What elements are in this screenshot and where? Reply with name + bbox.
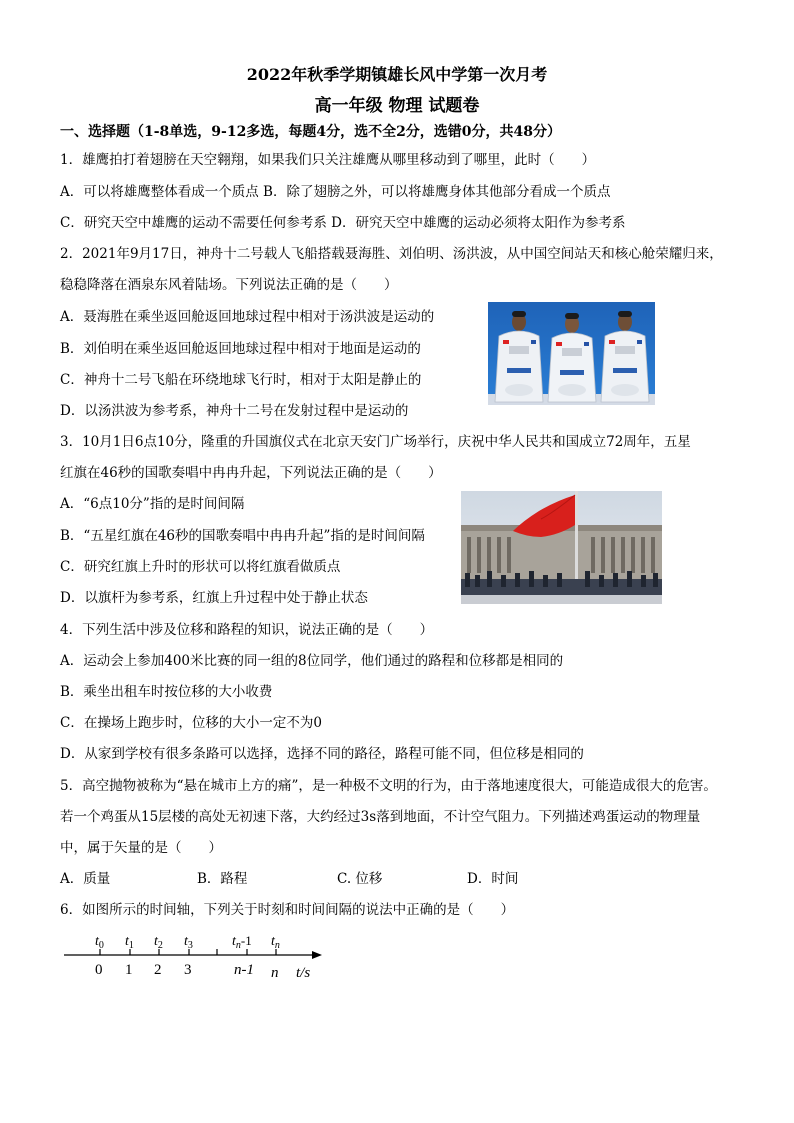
- q2-option-d: D．以汤洪波为参考系，神舟十二号在发射过程中是运动的: [60, 403, 409, 419]
- q4-option-b: B．乘坐出租车时按位移的大小收费: [60, 684, 273, 700]
- astronauts-photo: [488, 302, 655, 405]
- q2-stem-line1: 2．2021年9月17日，神舟十二号载人飞船搭载聂海胜、刘伯明、汤洪波，从中国空间站天和核心舱荣耀归来，: [60, 246, 723, 262]
- q2-option-a: A．聂海胜在乘坐返回舱返回地球过程中相对于汤洪波是运动的: [60, 309, 435, 325]
- label-tn: $t_n$: [271, 934, 280, 951]
- q5-option-d: D．时间: [467, 871, 519, 887]
- axis-arrow-icon: [312, 951, 322, 959]
- page-title: 2022年秋季学期镇雄长风中学第一次月考: [246, 65, 548, 84]
- q3-stem-line2: 红旗在46秒的国歌奏唱中冉冉升起，下列说法正确的是（ ）: [60, 465, 442, 481]
- num-1: 1: [125, 962, 133, 978]
- q2-stem-line2: 稳稳降落在酒泉东风着陆场。下列说法正确的是（ ）: [60, 277, 398, 293]
- label-tn-minus-1: $t_n-1$: [232, 933, 252, 951]
- q4-option-a: A．运动会上参加400米比赛的同一组的8位同学，他们通过的路程和位移都是相同的: [60, 653, 564, 669]
- q2-option-c: C．神舟十二号飞船在环绕地球飞行时，相对于太阳是静止的: [60, 372, 422, 388]
- num-0: 0: [95, 962, 103, 978]
- q1-stem: 1．雄鹰拍打着翅膀在天空翱翔，如果我们只关注雄鹰从哪里移动到了哪里，此时（ ）: [60, 152, 596, 168]
- q5-stem-line3: 中，属于矢量的是（ ）: [60, 840, 222, 856]
- axis-unit-label: t/s: [296, 965, 311, 981]
- label-t1: $t_1$: [125, 934, 134, 951]
- q5-stem-line2: 若一个鸡蛋从15层楼的高处无初速下落，大约经过3s落到地面，不计空气阻力。下列描述鸡蛋运动的物理量: [60, 809, 701, 825]
- page-subtitle: 高一年级 物理 试题卷: [314, 96, 480, 116]
- label-t0: $t_0$: [95, 934, 104, 951]
- q3-option-c: C．研究红旗上升时的形状可以将红旗看做质点: [60, 559, 341, 575]
- q5-stem-line1: 5．高空抛物被称为“悬在城市上方的痛”，是一种极不文明的行为，由于落地速度很大，可能造成很大的危害。: [60, 778, 717, 794]
- num-n-minus-1: n-1: [234, 962, 254, 978]
- q1-options-cd: C．研究天空中雄鹰的运动不需要任何参考系 D．研究天空中雄鹰的运动必须将太阳作为参考系: [60, 215, 626, 231]
- q4-option-c: C．在操场上跑步时，位移的大小一定不为0: [60, 715, 322, 731]
- q2-option-b: B．刘伯明在乘坐返回舱返回地球过程中相对于地面是运动的: [60, 341, 421, 357]
- q3-option-b: B．“五星红旗在46秒的国歌奏唱中冉冉升起”指的是时间间隔: [60, 528, 425, 544]
- time-axis-diagram: [60, 925, 330, 985]
- q1-options-ab: A．可以将雄鹰整体看成一个质点 B．除了翅膀之外，可以将雄鹰身体其他部分看成一个质点: [60, 184, 611, 200]
- section-heading: 一、选择题（1-8单选，9-12多选，每题4分，选不全2分，选错0分，共48分）: [60, 124, 562, 140]
- q5-option-c: C. 位移: [337, 871, 383, 887]
- flag-raising-photo: [461, 491, 662, 604]
- label-t3: $t_3$: [184, 934, 193, 951]
- q3-stem-line1: 3．10月1日6点10分，隆重的升国旗仪式在北京天安门广场举行，庆祝中华人民共和国成立72周年，五星: [60, 434, 691, 450]
- q4-option-d: D．从家到学校有很多条路可以选择，选择不同的路径，路程可能不同，但位移是相同的: [60, 746, 584, 762]
- label-t2: $t_2$: [154, 934, 163, 951]
- q3-option-d: D．以旗杆为参考系，红旗上升过程中处于静止状态: [60, 590, 368, 606]
- q3-option-a: A．“6点10分”指的是时间间隔: [60, 496, 245, 512]
- q4-stem: 4．下列生活中涉及位移和路程的知识，说法正确的是（ ）: [60, 622, 434, 638]
- q5-option-b: B．路程: [197, 871, 248, 887]
- q6-stem: 6．如图所示的时间轴，下列关于时刻和时间间隔的说法中正确的是（ ）: [60, 902, 515, 918]
- num-n: n: [271, 965, 279, 981]
- num-3: 3: [184, 962, 192, 978]
- q5-option-a: A．质量: [60, 871, 111, 887]
- num-2: 2: [154, 962, 162, 978]
